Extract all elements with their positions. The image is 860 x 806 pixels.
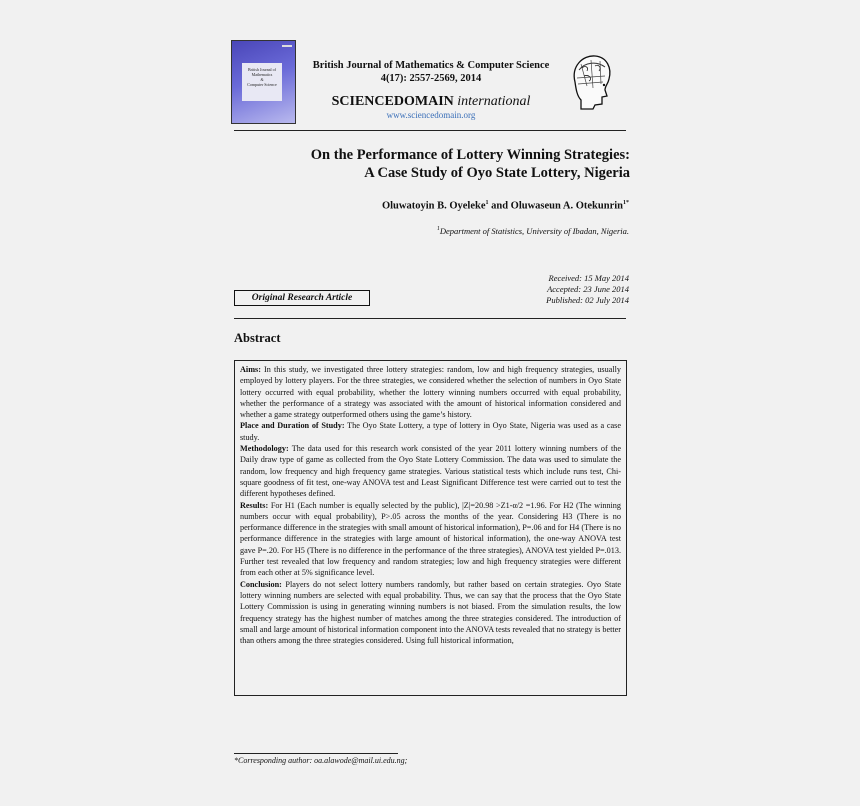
publication-dates: [440, 273, 629, 306]
header-divider: [234, 130, 626, 131]
journal-name: British Journal of Mathematics & Computer Science: [312, 60, 550, 71]
paper-title: On the Performance of Lottery Winning Strategies: A Case Study of Oyo State Lottery, Nigeria: [310, 147, 630, 181]
author-2: Oluwaseun A. Otekunrin: [510, 200, 623, 212]
masthead: [300, 59, 562, 121]
corresponding-author-footnote: *Corresponding author: oa.alawode@mail.ui.edu.ng;: [234, 756, 408, 765]
received-date: Received: 15 May 2014: [548, 273, 629, 283]
abstract-conclusion: Conclusion: Players do not select lottery numbers randomly, but rather based on certain strategies. Oyo State lottery winning numbers are selected with equal probability. Thus, we can say that the process that the Oyo State Lottery Commission is using in generating winning numbers is not biased. From the simulation results, the low frequency strategy has the highest number of matches among the three strategies considered. The introduction of small and large amount of historical information component into the ANOVA tests revealed that no strategy is better than others among the three strategies considered. Using full historical information,: [240, 579, 621, 646]
abstract-heading: Abstract: [234, 331, 281, 345]
affiliation: $^1$Department of Statistics, University of Ibadan, Nigeria.: [436, 226, 629, 236]
footnote-divider: [234, 753, 398, 754]
abstract-place: Place and Duration of Study: The Oyo State Lottery, a type of lottery in Oyo State, Nigeria was used as a case study.: [240, 421, 621, 442]
journal-cover-image: [231, 40, 296, 124]
cover-title: British Journal of Mathematics & Computer Science: [242, 63, 282, 101]
author-list: Oluwatoyin B. Oyeleke$^1$ and Oluwaseun A. Otekunrin$^{1*}$: [381, 200, 629, 212]
abstract-results: Results: For H1 (Each number is equally selected by the public), |Z|=20.98 >Z1-α/2 =1.96. For H2 (The winning numbers occur with equal probability), P>.05 across the months of the year. Considering H3 (There is no performance difference in the strategies with small amount of historical information), P=.06 and for H4 (There is no performance difference in the strategies with large amount of historical information), the one-way ANOVA test gave P=.20. For H5 (There is no difference in the performance of the three strategies), ANOVA test yielded P=.013. Further test revealed that low frequency and random strategies; low and high frequency strategies were different from each other at 5% significance level.: [240, 500, 621, 578]
publisher-name: SCIENCEDOMAIN international: [331, 94, 531, 109]
accepted-date: Accepted: 23 June 2014: [547, 284, 629, 294]
article-type-label: Original Research Article: [234, 290, 370, 306]
published-date: Published: 02 July 2014: [546, 295, 629, 305]
publisher-website-link[interactable]: www.sciencedomain.org: [386, 110, 476, 120]
author-1: Oluwatoyin B. Oyeleke: [381, 200, 486, 212]
publisher-head-logo-icon: [567, 52, 613, 110]
volume-info: 4(17): 2557-2569, 2014: [380, 73, 482, 84]
abstract-aims: Aims: In this study, we investigated three lottery strategies: random, low and high frequency strategies, usually employed by lottery players. For the three strategies, we considered whether the selection of numbers in Oyo State lottery occurred with equal probability, whether the lottery winning numbers occurred with equal probability, whether the performance of a strategy was associated with the amount of historical information considered and whether a game strategy outperformed others using the game’s history.: [240, 365, 621, 420]
abstract-box: [234, 360, 627, 696]
section-divider: [234, 318, 626, 319]
abstract-methodology: Methodology: The data used for this research work consisted of the year 2011 lottery winning numbers of the Daily draw type of game as collected from the Oyo State Lottery Commission. The data was used to simulate the random, low frequency and high frequency game strategies. Various statistical tests which include runs test, Chi-square goodness of fit test, one-way ANOVA test and Least Significant Difference test were carried out to test the different hypotheses defined.: [240, 444, 621, 499]
